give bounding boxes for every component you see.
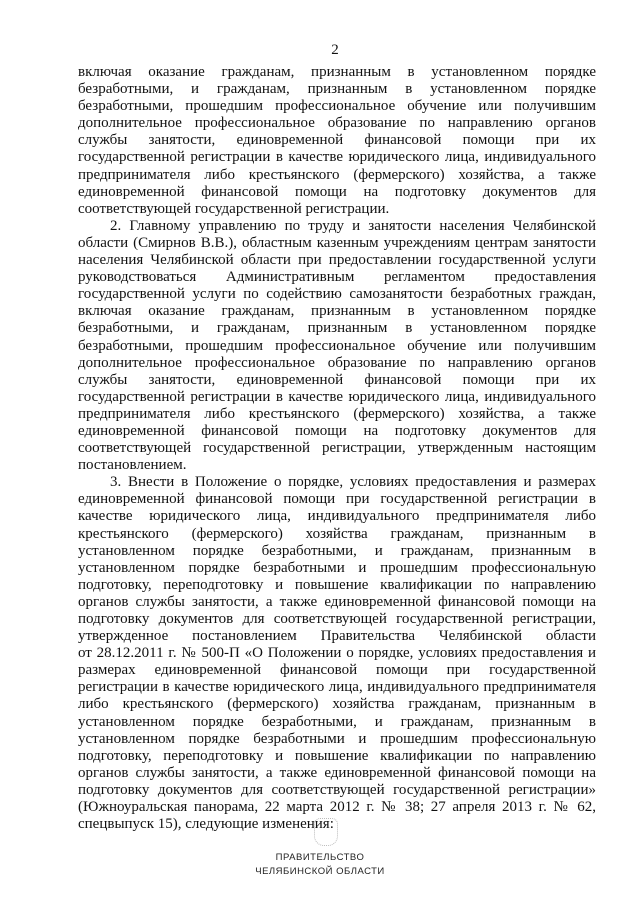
- text-line: крестьянского (фермерского) хозяйства гражданам, признанным в: [78, 525, 596, 542]
- text-line: установленном порядке безработными, и гражданам, признанным в: [78, 713, 596, 730]
- text-line: от 28.12.2011 г. № 500-П «О Положении о порядке, условиях предоставления и: [78, 645, 596, 662]
- stamp-line-2: ЧЕЛЯБИНСКОЙ ОБЛАСТИ: [255, 866, 385, 877]
- text-line: предпринимателя либо крестьянского (фермерского) хозяйства, а также: [78, 405, 596, 422]
- text-line: постановлением.: [78, 457, 187, 474]
- text-line: предпринимателя либо крестьянского (фермерского) хозяйства, а также: [78, 166, 596, 183]
- text-line: службы занятости, единовременной финансовой помощи при их: [78, 132, 596, 149]
- text-line: установленном порядке безработными и прошедшим профессиональную: [78, 559, 596, 576]
- text-line: либо крестьянского (фермерского) хозяйства гражданам, признанным в: [78, 696, 596, 713]
- paragraph: [78, 474, 596, 833]
- text-line: безработными, прошедшим профессиональное обучение или получившим: [78, 337, 596, 354]
- text-line: государственной услуги по содействию самозанятости безработных граждан,: [78, 286, 596, 303]
- text-line: единовременной финансовой помощи на подготовку документов для: [78, 183, 596, 200]
- text-line: подготовку, переподготовку и повышение квалификации по направлению: [78, 576, 596, 593]
- text-line: области (Смирнов В.В.), областным казенным учреждениям центрам занятости: [78, 234, 596, 251]
- text-line: включая оказание гражданам, признанным в установленном порядке: [78, 303, 596, 320]
- text-line: безработными, и гражданам, признанным в установленном порядке: [78, 320, 596, 337]
- text-line: руководствоваться Административным регламентом предоставления: [78, 269, 596, 286]
- text-line: органов службы занятости, а также единовременной финансовой помощи на: [78, 593, 596, 610]
- text-line: размерах единовременной финансовой помощи при государственной: [78, 662, 596, 679]
- text-line: соответствующей государственной регистрации.: [78, 200, 390, 217]
- text-line: дополнительное профессиональное образование по направлению органов: [78, 115, 596, 132]
- text-line: единовременной финансовой помощи при государственной регистрации в: [78, 491, 596, 508]
- text-line: службы занятости, единовременной финансовой помощи при их: [78, 371, 596, 388]
- text-line: установленном порядке безработными, и гражданам, признанным в: [78, 542, 596, 559]
- text-line: безработными, прошедшим профессиональное обучение или получившим: [78, 98, 596, 115]
- text-line: подготовку, переподготовку и повышение квалификации по направлению: [78, 747, 596, 764]
- text-line: органов службы занятости, а также единовременной финансовой помощи на: [78, 764, 596, 781]
- page-number: 2: [331, 42, 339, 58]
- text-line: соответствующей государственной регистрации, утвержденным настоящим: [78, 440, 596, 457]
- text-line: спецвыпуск 15), следующие изменения:: [78, 816, 334, 833]
- stamp-line-1: ПРАВИТЕЛЬСТВО: [275, 852, 365, 863]
- text-line: подготовку документов для соответствующей государственной регистрации»: [78, 781, 596, 798]
- document-body: [78, 64, 596, 833]
- text-line: 3. Внести в Положение о порядке, условиях предоставления и размерах: [110, 474, 596, 491]
- text-line: государственной регистрации в качестве юридического лица, индивидуального: [78, 149, 596, 166]
- stamp-footer: [0, 851, 640, 879]
- text-line: 2. Главному управлению по труду и занятости населения Челябинской: [110, 217, 596, 234]
- text-line: подготовку документов для соответствующей государственной регистрации,: [78, 611, 596, 627]
- text-line: включая оказание гражданам, признанным в установленном порядке: [78, 64, 596, 80]
- text-line: утвержденное постановлением Правительства Челябинской области: [78, 628, 596, 645]
- text-line: установленном порядке безработными и прошедшим профессиональную: [78, 730, 596, 747]
- text-line: единовременной финансовой помощи на подготовку документов для: [78, 422, 596, 439]
- paragraph: [78, 218, 596, 474]
- text-line: (Южноуральская панорама, 22 марта 2012 г. № 38; 27 апреля 2013 г. № 62,: [78, 799, 596, 816]
- text-line: качестве юридического лица, индивидуального предпринимателя либо: [78, 508, 596, 525]
- seal-mark: [314, 818, 338, 846]
- text-line: населения Челябинской области при предоставлении государственной услуги: [78, 252, 596, 269]
- paragraph: [78, 64, 596, 218]
- text-line: регистрации в качестве юридического лица, индивидуального предпринимателя: [78, 679, 596, 696]
- text-line: государственной регистрации в качестве юридического лица, индивидуального: [78, 388, 596, 405]
- text-line: безработными, и гражданам, признанным в установленном порядке: [78, 81, 596, 98]
- text-line: дополнительное профессиональное образование по направлению органов: [78, 354, 596, 371]
